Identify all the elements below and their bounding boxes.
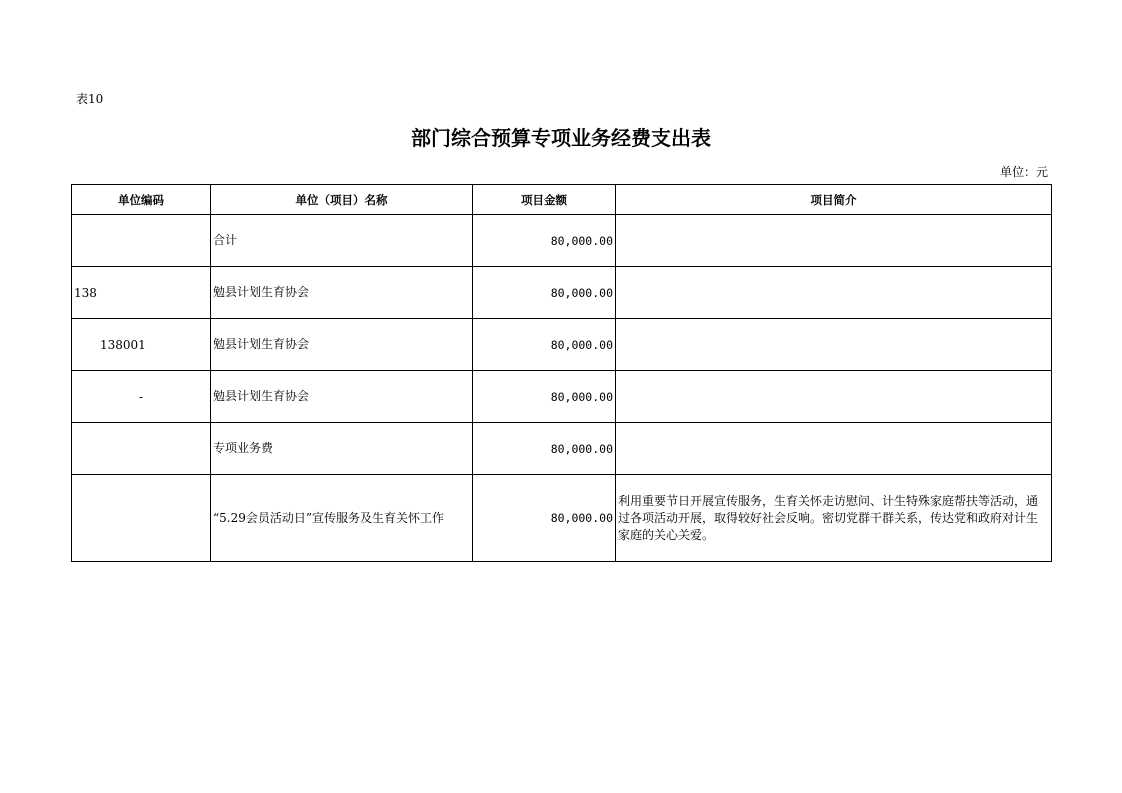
cell-amount: 80,000.00 <box>473 319 616 371</box>
cell-code: 138 <box>72 267 211 319</box>
header-name: 单位（项目）名称 <box>211 185 473 215</box>
cell-code <box>72 423 211 475</box>
table-row <box>72 475 1052 562</box>
cell-desc <box>616 319 1052 371</box>
cell-amount: 80,000.00 <box>473 423 616 475</box>
cell-name: 勉县计划生育协会 <box>211 267 473 319</box>
cell-code: 138001 <box>72 319 211 371</box>
cell-name: 勉县计划生育协会 <box>211 371 473 423</box>
table-row <box>72 267 1052 319</box>
cell-code: - <box>72 371 211 423</box>
cell-amount: 80,000.00 <box>473 267 616 319</box>
table-number: 表10 <box>76 92 104 106</box>
table-header-row <box>72 185 1052 215</box>
cell-desc: 利用重要节日开展宣传服务，生育关怀走访慰问、计生特殊家庭帮扶等活动，通过各项活动开展，取得较好社会反响。密切党群干群关系，传达党和政府对计生家庭的关心关爱。 <box>616 475 1052 562</box>
cell-name: 勉县计划生育协会 <box>211 319 473 371</box>
cell-name: 合计 <box>211 215 473 267</box>
cell-desc <box>616 215 1052 267</box>
cell-code <box>72 215 211 267</box>
cell-amount: 80,000.00 <box>473 371 616 423</box>
table-row <box>72 215 1052 267</box>
table-row <box>72 371 1052 423</box>
cell-amount: 80,000.00 <box>473 475 616 562</box>
header-amount: 项目金额 <box>473 185 616 215</box>
cell-name: 专项业务费 <box>211 423 473 475</box>
cell-desc <box>616 371 1052 423</box>
cell-desc <box>616 423 1052 475</box>
header-desc: 项目简介 <box>616 185 1052 215</box>
header-code: 单位编码 <box>72 185 211 215</box>
table-row <box>72 319 1052 371</box>
table-row <box>72 423 1052 475</box>
budget-table <box>71 184 1052 562</box>
page-title: 部门综合预算专项业务经费支出表 <box>411 126 711 150</box>
cell-name: “5.29会员活动日”宣传服务及生育关怀工作 <box>211 475 473 562</box>
unit-label: 单位：元 <box>999 165 1048 179</box>
cell-code <box>72 475 211 562</box>
cell-desc <box>616 267 1052 319</box>
cell-amount: 80,000.00 <box>473 215 616 267</box>
